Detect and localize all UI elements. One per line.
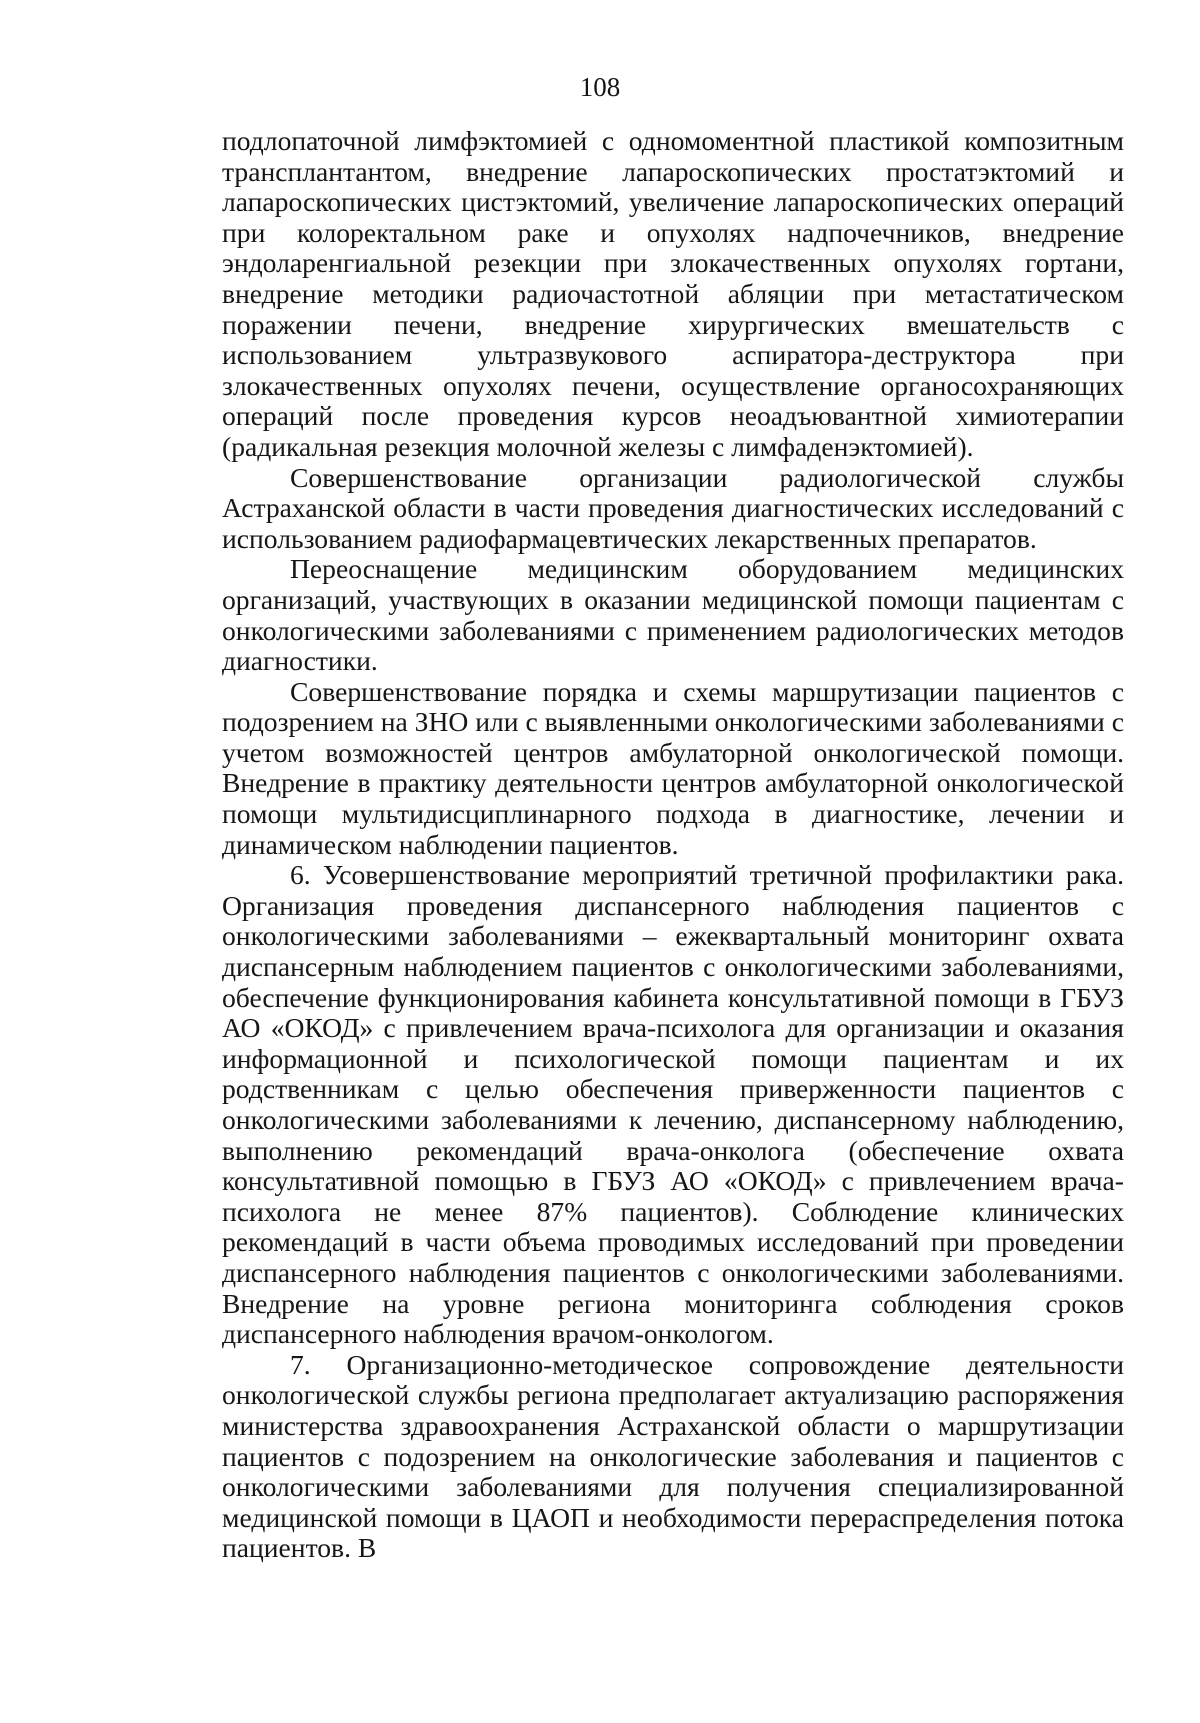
paragraph-item-7-methodological-support: 7. Организационно-методическое сопровождение деятельности онкологической службы региона предполагает актуализацию распоряжения министерства здравоохранения Астраханской области о маршрутизации пациентов с подозрением на онкологические заболевания и пациентов с онкологическими заболеваниями для получения специализированной медицинской помощи в ЦАОП и необходимости перераспределения потока пациентов. В — [222, 1348, 1124, 1564]
document-body — [222, 126, 1124, 1564]
paragraph-continuation: подлопаточной лимфэктомией с одномоментной пластикой композитным трансплантантом, внедрение лапароскопических простатэктомий и лапароскопических цистэктомий, увеличение лапароскопических операций при колоректальном раке и опухолях надпочечников, внедрение эндоларенгиальной резекции при злокачественных опухолях гортани, внедрение методики радиочастотной абляции при метастатическом поражении печени, внедрение хирургических вмешательств с использованием ультразвукового аспиратора-деструктора при злокачественных опухолях печени, осуществление органосохраняющих операций после проведения курсов неоадъювантной химиотерапии (радикальная резекция молочной железы с лимфаденэктомией). — [222, 125, 1124, 462]
paragraph-item-6-tertiary-prevention: 6. Усовершенствование мероприятий третичной профилактики рака. Организация проведения диспансерного наблюдения пациентов с онкологическими заболеваниями – ежеквартальный мониторинг охвата диспансерным наблюдением пациентов с онкологическими заболеваниями, обеспечение функционирования кабинета консультативной помощи в ГБУЗ АО «ОКОД» с привлечением врача-психолога для организации и оказания информационной и психологической помощи пациентам и их родственникам с целью обеспечения приверженности пациентов с онкологическими заболеваниями к лечению, диспансерному наблюдению, выполнению рекомендаций врача-онколога (обеспечение охвата консультативной помощью в ГБУЗ АО «ОКОД» с привлечением врача-психолога не менее 87% пациентов). Соблюдение клинических рекомендаций в части объема проводимых исследований при проведении диспансерного наблюдения пациентов с онкологическими заболеваниями. Внедрение на уровне региона мониторинга соблюдения сроков диспансерного наблюдения врачом-онкологом. — [222, 859, 1124, 1350]
paragraph-radiology-service: Совершенствование организации радиологической службы Астраханской области в части проведения диагностических исследований с использованием радиофармацевтических лекарственных препаратов. — [222, 461, 1124, 554]
page-number: 108 — [579, 72, 621, 102]
paragraph-patient-routing: Совершенствование порядка и схемы маршрутизации пациентов с подозрением на ЗНО или с выявленными онкологическими заболеваниями с учетом возможностей центров амбулаторной онкологической помощи. Внедрение в практику деятельности центров амбулаторной онкологической помощи мультидисциплинарного подхода в диагностике, лечении и динамическом наблюдении пациентов. — [222, 675, 1124, 860]
paragraph-equipment-upgrade: Переоснащение медицинским оборудованием медицинских организаций, участвующих в оказании медицинской помощи пациентам с онкологическими заболеваниями с применением радиологических методов диагностики. — [222, 553, 1124, 677]
